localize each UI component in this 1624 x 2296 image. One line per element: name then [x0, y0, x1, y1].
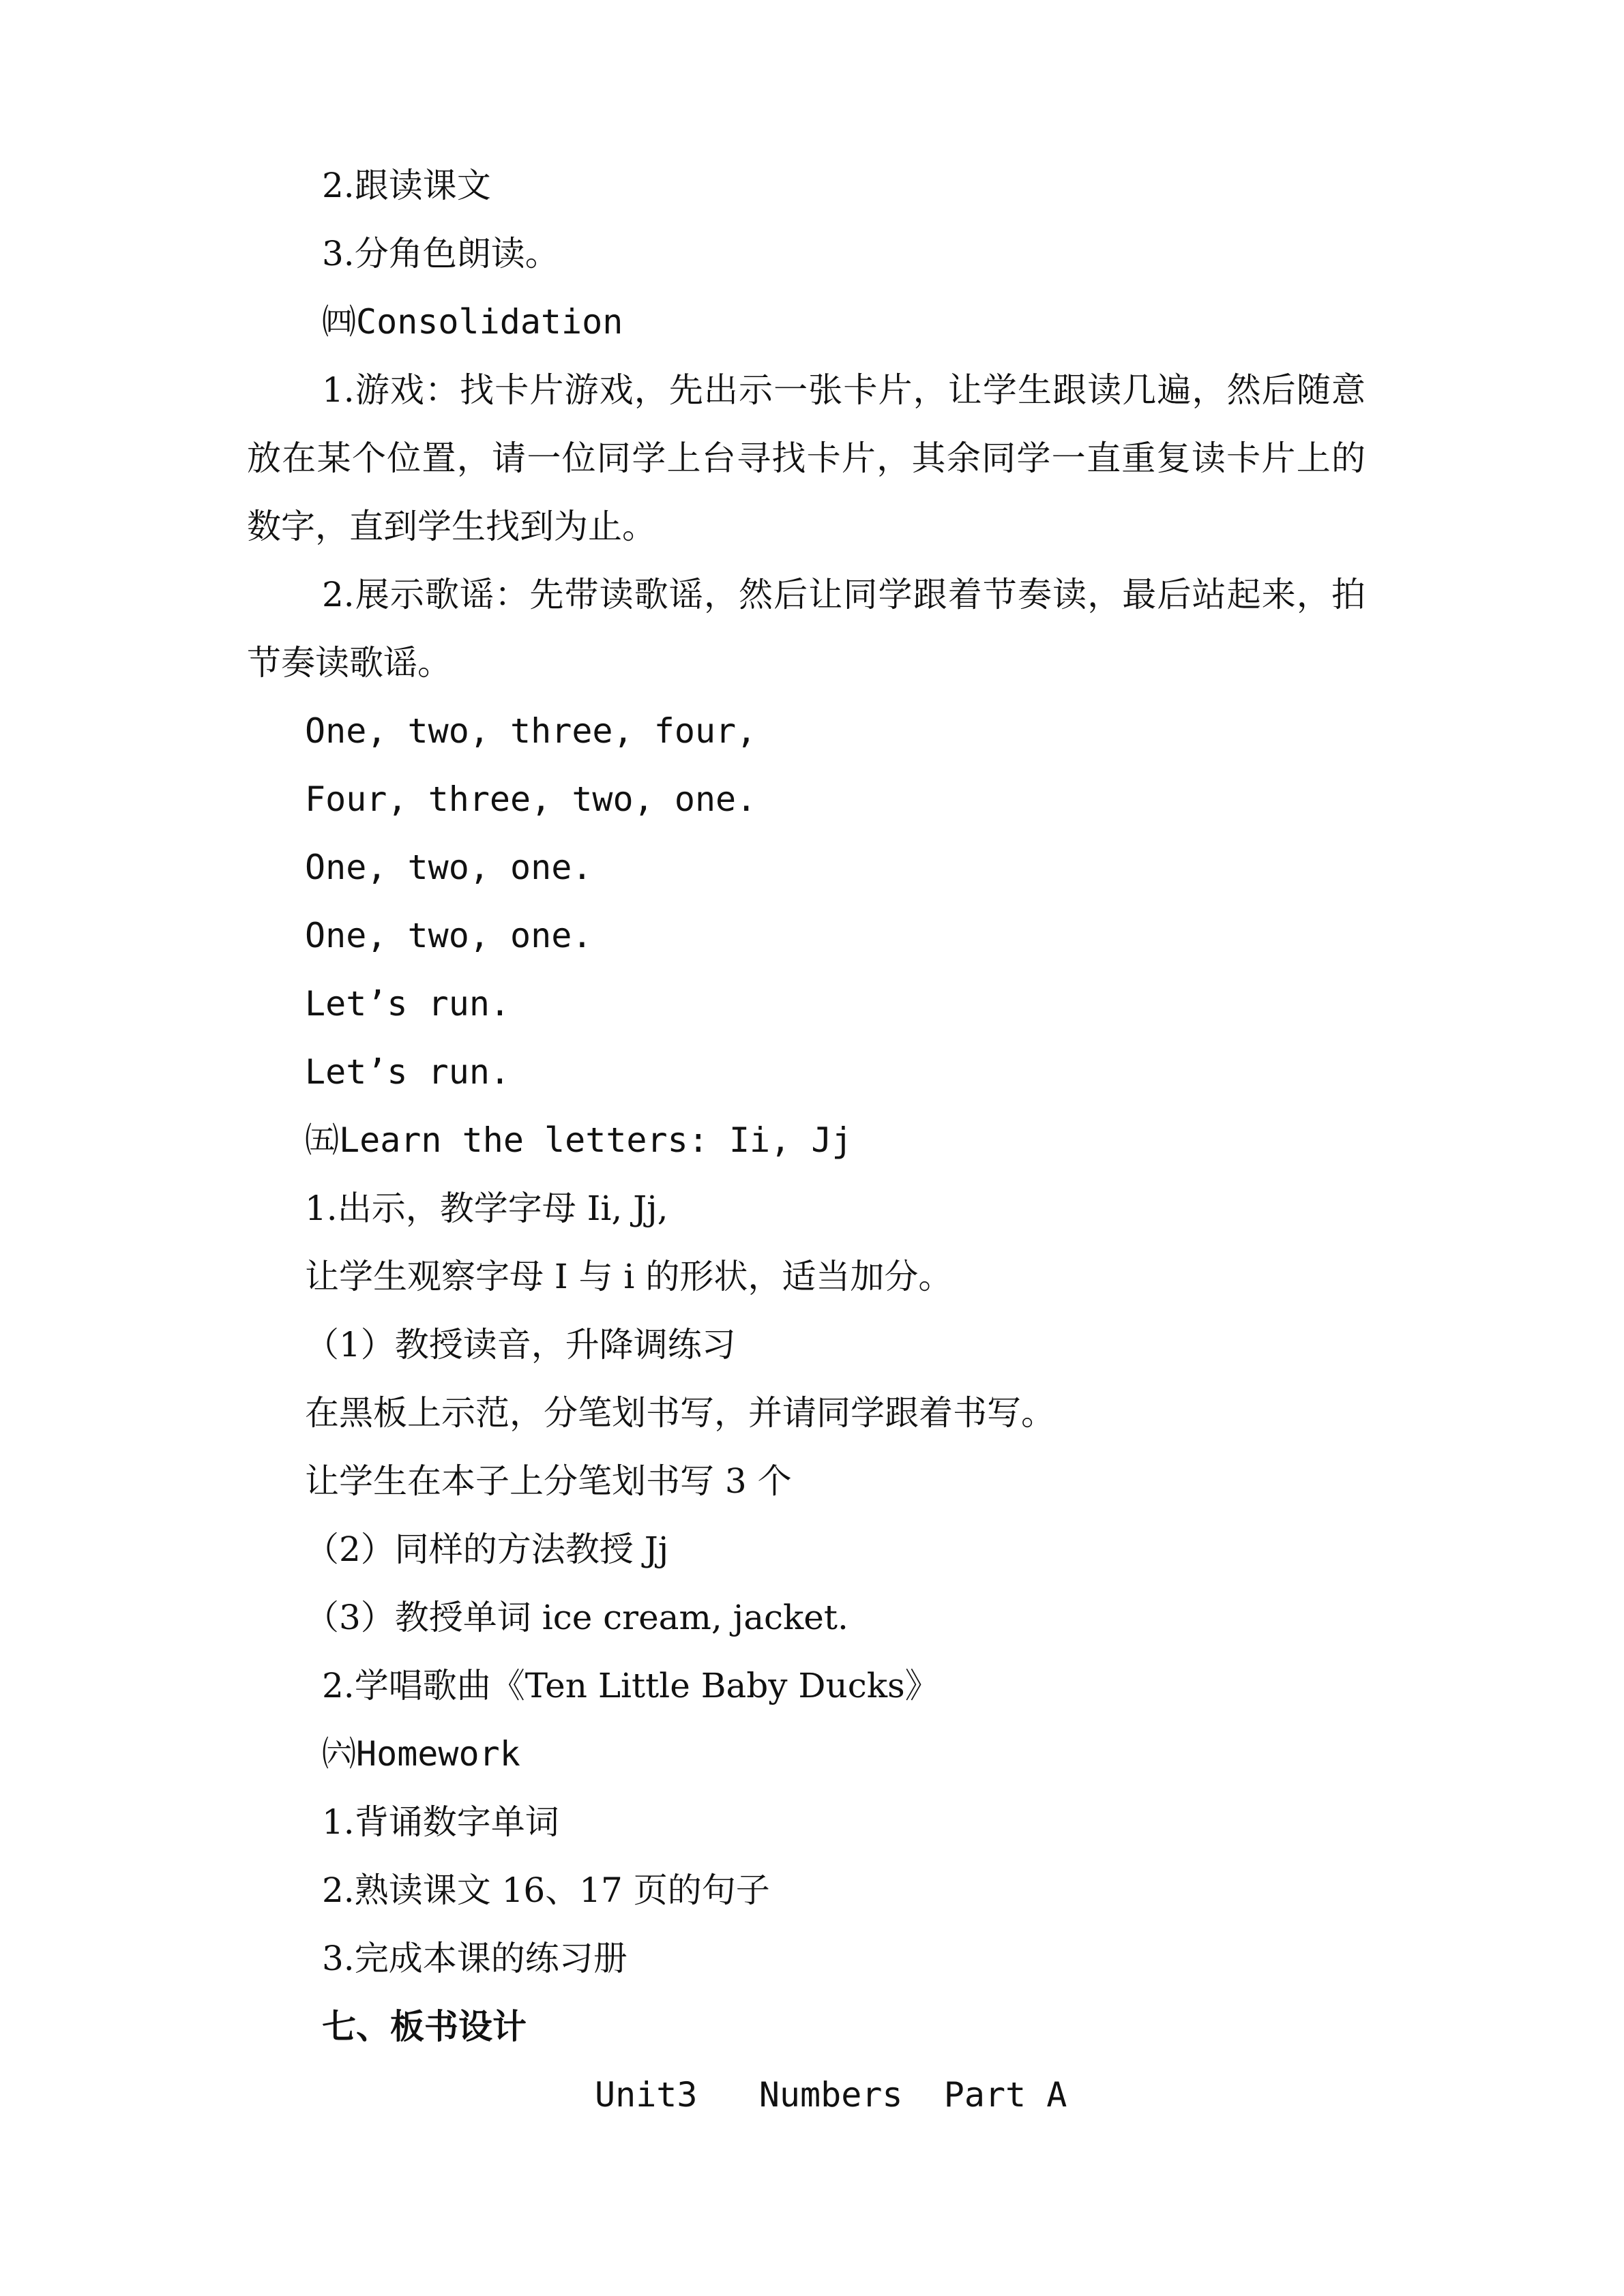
chant-line: Let’s run. [305, 1052, 511, 1092]
song-line: 2.学唱歌曲《Ten Little Baby Ducks》 [322, 1666, 939, 1705]
board-title: Unit3 Numbers Part A [595, 2075, 1067, 2115]
paragraph-chant: 2.展示歌谣：先带读歌谣，然后让同学跟着节奏读，最后站起来，拍节奏读歌谣。 [247, 575, 1365, 683]
section-heading-board-design: 七、板书设计 [322, 2007, 527, 2046]
homework-item: 2.熟读课文 16、17 页的句子 [322, 1870, 770, 1910]
section-heading-letters: ㈤Learn the letters: Ii, Jj [305, 1120, 853, 1160]
chant-line: One, two, three, four, [305, 711, 757, 751]
letters-step: 让学生在本子上分笔划书写 3 个 [305, 1461, 792, 1501]
paragraph-card-game: 1.游戏：找卡片游戏，先出示一张卡片，让学生跟读几遍，然后随意放在某个位置，请一位同学上台寻找卡片，其余同学一直重复读卡片上的数字，直到学生找到为止。 [247, 370, 1365, 546]
letters-step: 在黑板上示范，分笔划书写，并请同学跟着书写。 [305, 1393, 1055, 1433]
letters-step: （2）同样的方法教授 Jj [305, 1530, 669, 1569]
homework-item: 3.完成本课的练习册 [322, 1939, 628, 1978]
line-follow-read: 2.跟读课文 [322, 166, 491, 205]
chant-line: Four, three, two, one. [305, 779, 757, 819]
letters-step: （3）教授单词 ice cream, jacket. [305, 1598, 848, 1637]
letters-step: 让学生观察字母 I 与 i 的形状，适当加分。 [305, 1257, 953, 1296]
chant-line: One, two, one. [305, 916, 593, 955]
section-heading-homework: ㈥Homework [322, 1734, 520, 1774]
line-role-read: 3.分角色朗读。 [322, 234, 559, 273]
letters-step: 1.出示，教学字母 Ii, Jj, [305, 1189, 668, 1228]
homework-item: 1.背诵数字单词 [322, 1802, 559, 1842]
letters-step: （1）教授读音，升降调练习 [305, 1325, 736, 1365]
section-heading-consolidation: ㈣Consolidation [322, 302, 623, 342]
chant-line: Let’s run. [305, 984, 511, 1024]
chant-line: One, two, one. [305, 848, 593, 887]
